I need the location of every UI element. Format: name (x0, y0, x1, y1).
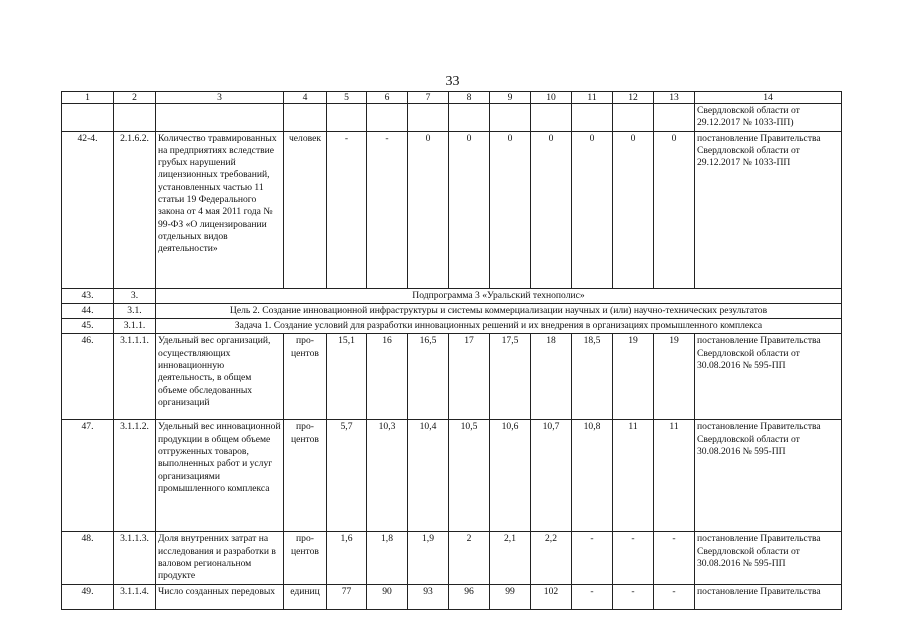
value-cell: - (367, 131, 408, 288)
row-code: 3.1.1.1. (114, 334, 156, 420)
value-cell: 0 (490, 131, 531, 288)
column-number: 7 (408, 92, 449, 104)
unit-cell: про-центов (284, 334, 327, 420)
column-number: 4 (284, 92, 327, 104)
table-row (62, 303, 842, 318)
row-code: 3. (114, 288, 156, 303)
page-number: 33 (445, 74, 460, 89)
value-cell: 0 (531, 131, 572, 288)
value-cell: 96 (449, 585, 490, 610)
column-number: 3 (156, 92, 284, 104)
value-cell: 5,7 (327, 420, 367, 532)
column-number: 6 (367, 92, 408, 104)
value-cell: - (327, 131, 367, 288)
value-cell: 102 (531, 585, 572, 610)
value-cell: - (613, 585, 654, 610)
value-cell: 18,5 (572, 334, 613, 420)
source-cell: постановление Правительства Свердловской области от 29.12.2017 № 1033-ПП (695, 131, 842, 288)
value-cell: 11 (613, 420, 654, 532)
value-cell: 10,4 (408, 420, 449, 532)
value-cell: 10,8 (572, 420, 613, 532)
value-cell: 77 (327, 585, 367, 610)
column-number: 14 (695, 92, 842, 104)
row-code: 3.1.1.3. (114, 532, 156, 585)
row-code: 3.1.1.2. (114, 420, 156, 532)
unit-cell: единиц (284, 585, 327, 610)
column-number: 13 (654, 92, 695, 104)
row-number: 49. (62, 585, 114, 610)
value-cell: 10,6 (490, 420, 531, 532)
value-cell: 90 (367, 585, 408, 610)
row-number: 45. (62, 319, 114, 334)
value-cell: 2 (449, 532, 490, 585)
value-cell: 16 (367, 334, 408, 420)
source-cell: постановление Правительства (695, 585, 842, 610)
row-number: 43. (62, 288, 114, 303)
row-number: 47. (62, 420, 114, 532)
goal-title: Цель 2. Создание инновационной инфраструктуры и системы коммерциализации научных и (или) научно-технических результатов (156, 303, 842, 318)
source-cell: постановление Правительства Свердловской области от 30.08.2016 № 595-ПП (695, 532, 842, 585)
value-cell: 2,1 (490, 532, 531, 585)
value-cell: - (613, 532, 654, 585)
row-code: 3.1.1. (114, 319, 156, 334)
column-number: 9 (490, 92, 531, 104)
value-cell: 0 (408, 131, 449, 288)
table-row (62, 334, 842, 420)
row-number: 48. (62, 532, 114, 585)
value-cell: 19 (613, 334, 654, 420)
value-cell: 1,9 (408, 532, 449, 585)
row-code: 3.1.1.4. (114, 585, 156, 610)
column-number-row (62, 92, 842, 104)
table-row-continuation (62, 104, 842, 132)
value-cell: 10,7 (531, 420, 572, 532)
column-number: 8 (449, 92, 490, 104)
value-cell: - (654, 585, 695, 610)
value-cell: 17,5 (490, 334, 531, 420)
value-cell: 16,5 (408, 334, 449, 420)
unit-cell: про-центов (284, 420, 327, 532)
value-cell: 0 (613, 131, 654, 288)
source-cell: постановление Правительства Свердловской области от 30.08.2016 № 595-ПП (695, 420, 842, 532)
indicator-name: Число созданных передовых (156, 585, 284, 610)
value-cell: - (572, 532, 613, 585)
column-number: 2 (114, 92, 156, 104)
row-number: 42-4. (62, 131, 114, 288)
row-code: 2.1.6.2. (114, 131, 156, 288)
indicator-name: Удельный вес организаций, осуществляющих инновационную деятельность, в общем объеме обследованных организаций (156, 334, 284, 420)
table-row (62, 319, 842, 334)
source-cell: Свердловской области от 29.12.2017 № 1033-ПП) (695, 104, 842, 132)
value-cell: 93 (408, 585, 449, 610)
table-row (62, 585, 842, 610)
column-number: 5 (327, 92, 367, 104)
column-number: 12 (613, 92, 654, 104)
unit-cell: про-центов (284, 532, 327, 585)
value-cell: 1,8 (367, 532, 408, 585)
table-row (62, 131, 842, 288)
value-cell: - (654, 532, 695, 585)
value-cell: 1,6 (327, 532, 367, 585)
value-cell: 0 (654, 131, 695, 288)
task-title: Задача 1. Создание условий для разработки инновационных решений и их внедрения в организациях промышленного комплекса (156, 319, 842, 334)
column-number: 10 (531, 92, 572, 104)
value-cell: 15,1 (327, 334, 367, 420)
table-row (62, 532, 842, 585)
table-row (62, 420, 842, 532)
value-cell: 11 (654, 420, 695, 532)
value-cell: 0 (449, 131, 490, 288)
row-code: 3.1. (114, 303, 156, 318)
value-cell: 17 (449, 334, 490, 420)
value-cell: 18 (531, 334, 572, 420)
indicator-name: Количество травмированных на предприятиях вследствие грубых нарушений лицензионных требований, установленных частью 11 статьи 19 Федерального закона от 4 мая 2011 года № 99-ФЗ «О лицензировании отдельных видов деятельности» (156, 131, 284, 288)
value-cell: - (572, 585, 613, 610)
value-cell: 99 (490, 585, 531, 610)
column-number: 1 (62, 92, 114, 104)
row-number: 46. (62, 334, 114, 420)
row-number: 44. (62, 303, 114, 318)
table-row (62, 288, 842, 303)
value-cell: 10,3 (367, 420, 408, 532)
column-number: 11 (572, 92, 613, 104)
value-cell: 10,5 (449, 420, 490, 532)
value-cell: 19 (654, 334, 695, 420)
value-cell: 2,2 (531, 532, 572, 585)
indicators-table (61, 91, 842, 610)
indicator-name: Удельный вес инновационной продукции в общем объеме отгруженных товаров, выполненных работ и услуг организациями промышленного комплекса (156, 420, 284, 532)
source-cell: постановление Правительства Свердловской области от 30.08.2016 № 595-ПП (695, 334, 842, 420)
value-cell: 0 (572, 131, 613, 288)
indicator-name: Доля внутренних затрат на исследования и разработки в валовом региональном продукте (156, 532, 284, 585)
subprogram-title: Подпрограмма 3 «Уральский технополис» (156, 288, 842, 303)
unit-cell: человек (284, 131, 327, 288)
